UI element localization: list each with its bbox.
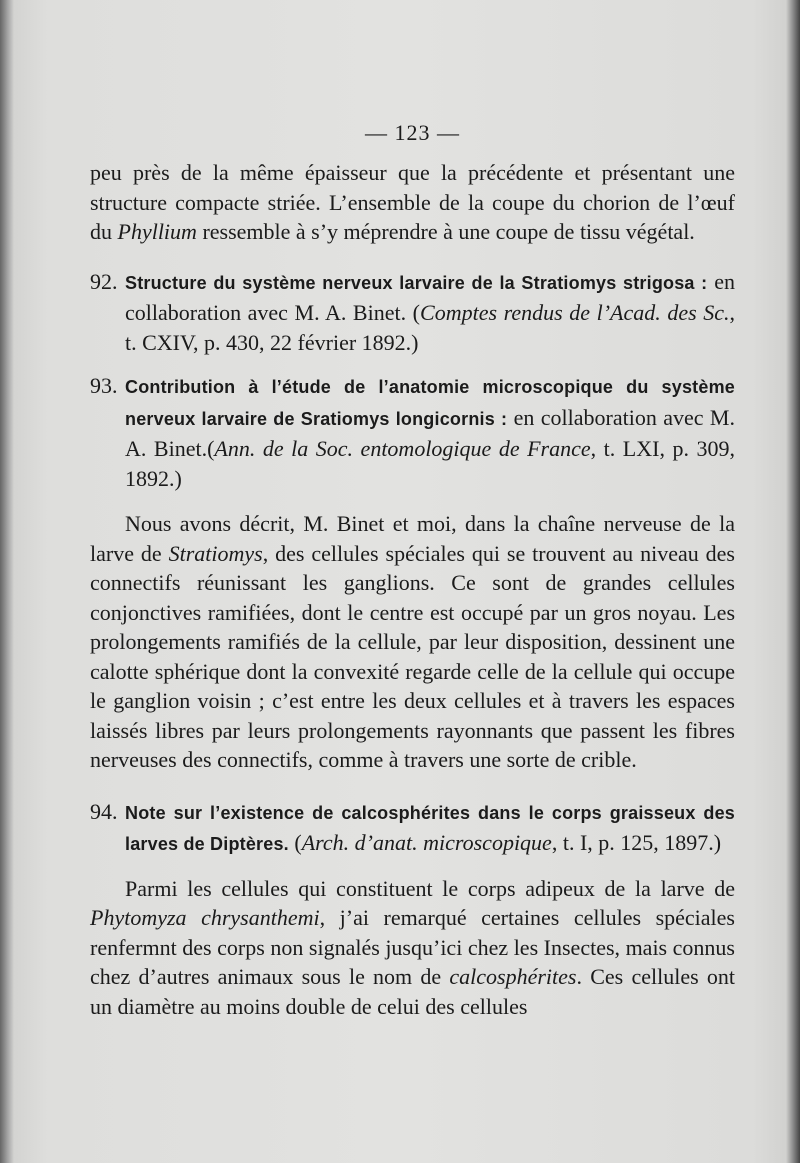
bibliography-entry-92: [90, 267, 735, 358]
entry-93-text: [90, 371, 735, 493]
continuation-text-1: peu près de la même épaisseur que la précédente et présentant une structure compacte striée. L’ensemble de la coupe du chorion de l’œuf du: [90, 160, 735, 244]
bibliography-entry-94: [90, 797, 735, 860]
continuation-paragraph: [90, 158, 735, 247]
para-94-italic-1: Phytomyza chrysanthemi: [90, 905, 320, 930]
entry-93-title: Contribution à l’étude de l’anatomie microscopique du système nerveux larvaire de Sratiomys longicornis :: [125, 377, 735, 429]
entry-94-paragraph: [90, 874, 735, 1022]
continuation-text-2: ressemble à s’y méprendre à une coupe de tissu végétal.: [196, 219, 695, 244]
entry-92-citation: Comptes rendus de l’Acad. des Sc.: [420, 300, 730, 325]
entry-92-text-1: en collaboration avec M. A. Binet. (: [125, 268, 736, 325]
para-93-italic-1: Stratiomys: [168, 540, 263, 566]
continuation-italic-1: Phyllium: [117, 219, 197, 244]
entry-94-citation: Arch. d’anat. microscopique: [301, 830, 552, 855]
entry-94-description: [90, 874, 735, 1022]
entry-93-text-2: , t. LXI, p. 309, 1892.): [125, 436, 735, 491]
entry-93-number: 93.: [90, 373, 118, 398]
entry-93-paragraph: [90, 509, 735, 775]
entry-94-text-2: , t. I, p. 125, 1897.): [551, 830, 722, 855]
para-93-text-1: Nous avons décrit, M. Binet et moi, dans la chaîne nerveuse de la larve de: [90, 511, 735, 566]
entry-92-title: Structure du système nerveux larvaire de la Stratiomys strigosa :: [125, 272, 708, 293]
para-93-text-2: , des cellules spéciales qui se trouvent au niveau des connectifs réunissant les ganglions. Ce sont de grandes cellules conjonctives ramifiées, dont le centre est occupé par un gros noyau. Les prolongements ramifiés de la cellule, par leur disposition, dessinent une calotte sphérique dont la convexité regarde celle de la cellule qui occupe le ganglion voisin ; c’est entre les deux cellules et à travers les espaces laissés libres par leurs prolongements rayonnants que passent les fibres nerveuses des connectifs, comme à travers une sorte de crible.: [90, 540, 735, 772]
para-94-text-2: , j’ai remarqué certaines cellules spéciales renfermnt des corps non signalés jusqu’ici chez les Insectes, mais connus chez d’autres animaux sous le nom de: [90, 905, 735, 989]
page-right-edge: [786, 0, 800, 1163]
para-94-text-3: . Ces cellules ont un diamètre au moins double de celui des cellules: [90, 964, 735, 1019]
entry-94-title: Note sur l’existence de calcosphérites dans le corps graisseux des larves de Diptères.: [125, 802, 735, 854]
entry-92-text-2: , t. CXIV, p. 430, 22 février 1892.): [125, 300, 735, 355]
page-content: [90, 120, 735, 1021]
para-94-text-1: Parmi les cellules qui constituent le corps adipeux de la larve de: [125, 875, 735, 901]
entry-93-citation: Ann. de la Soc. entomologique de France: [214, 436, 591, 461]
page-number: — 123 —: [365, 120, 460, 145]
bibliography-entry-93: [90, 371, 735, 493]
entry-94-text: [90, 797, 735, 860]
entry-93-description: [90, 509, 735, 775]
page-left-edge: [0, 0, 14, 1163]
entry-94-number: 94.: [90, 798, 118, 824]
para-94-italic-2: calcosphérites: [449, 964, 577, 989]
entry-92-text: [90, 267, 735, 358]
entry-94-text-1: (: [288, 830, 302, 855]
entry-93-text-1: en collaboration avec M. A. Binet.(: [125, 404, 735, 461]
entry-92-number: 92.: [90, 268, 118, 294]
